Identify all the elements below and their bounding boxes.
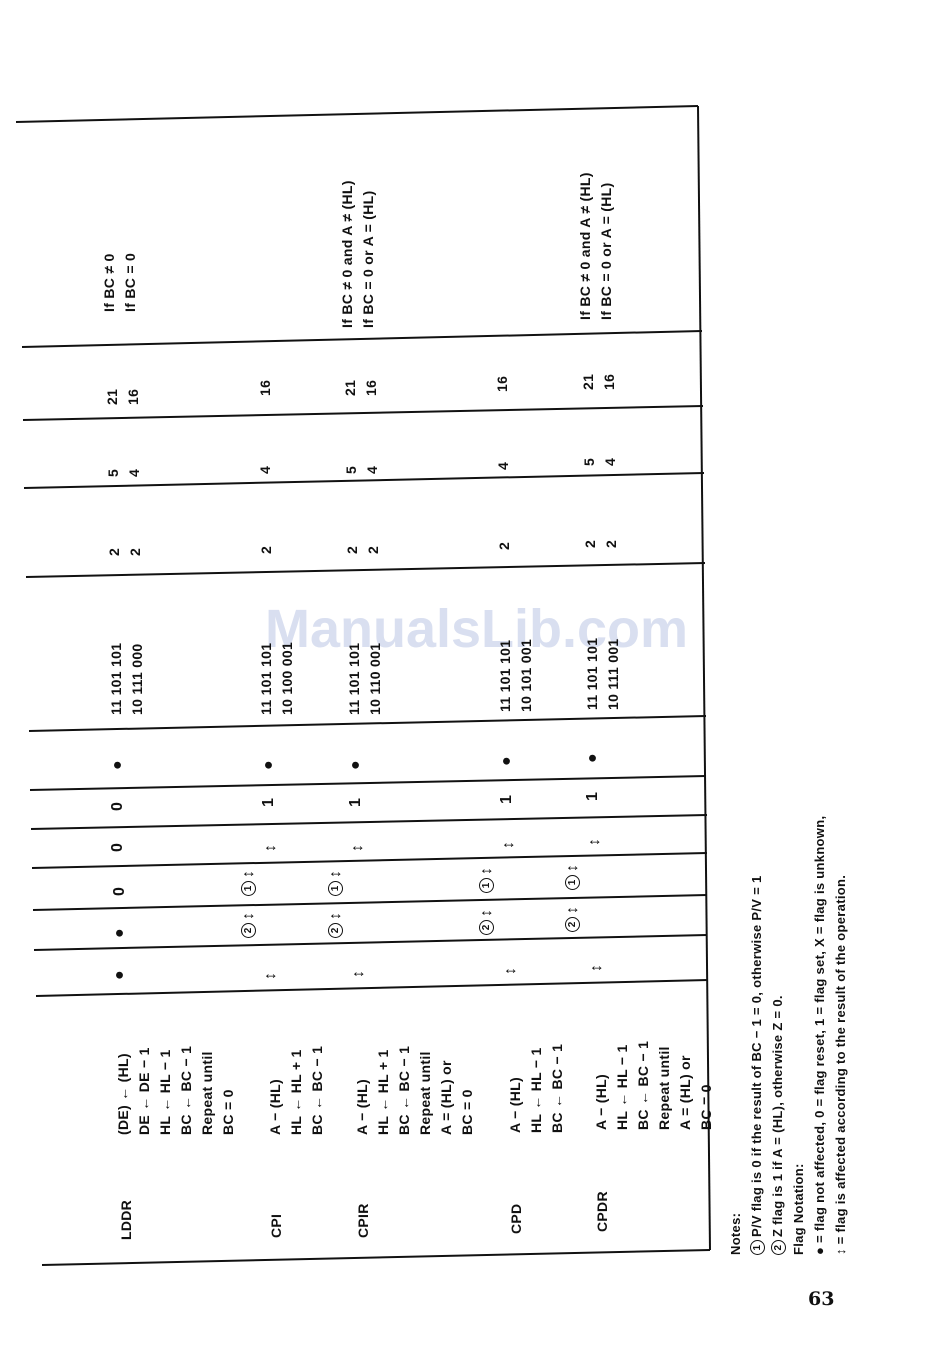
comments-cell [337,180,379,328]
mcycles-cell [493,462,514,470]
bytes-cell [580,540,622,548]
bytes-line: 2 [344,545,360,554]
bytes-cell [494,542,515,550]
operation-line: BC ← BC − 1 [309,1045,325,1135]
flag-s: ● [111,970,128,980]
table-border-bottom [42,1250,710,1265]
flag-notation-title: Flag Notation: [791,1163,806,1255]
opcode-line: 11 101 101 [497,639,513,712]
operation-line: A = (HL) or [677,1055,693,1130]
bytes-line: 2 [582,539,598,548]
note-2-text: Z flag is 1 if A = (HL), otherwise Z = 0. [770,995,785,1237]
flag-h: ↕ [586,838,603,846]
tstates-line: 16 [494,375,510,392]
flag-pv-value: ↕ [240,870,257,878]
flag-notation-line-1: ● = flag not affected, 0 = flag reset, 1 = flag set, X = flag is unknown, [812,815,827,1255]
bytes-line: 2 [496,541,512,550]
bytes-cell [104,548,146,556]
mcycles-cell [579,458,621,466]
tstates-cell [255,380,276,396]
operation-line: A = (HL) or [438,1060,454,1135]
column-divider-s [36,980,708,996]
operation-line: HL ← HL − 1 [528,1047,544,1133]
opcode-line: 10 111 001 [605,638,621,710]
opcode-line: 10 110 001 [367,642,383,715]
bytes-line: 2 [258,545,274,554]
column-divider-pv [32,853,707,868]
mcycles-line: 4 [126,468,142,477]
comments-cell [99,253,141,312]
note-2 [767,816,788,1255]
operation-line: Repeat until [199,1051,215,1135]
mcycles-line: 4 [364,465,380,474]
flag-z [327,912,345,938]
opcode-line: 11 101 101 [258,642,274,715]
flag-h: ↕ [349,844,366,852]
flag-c: ● [347,760,364,770]
flag-pv-value: ↕ [564,864,581,872]
mcycles-line: 5 [105,468,121,477]
note-marker-1: 1 [565,875,580,890]
tstates-line: 16 [257,379,273,396]
note-marker-2: 2 [328,923,343,938]
operation-line: BC = 0 [220,1089,236,1135]
flag-h: 0 [111,887,128,896]
flag-n: 0 [109,802,126,811]
tstates-cell [340,380,382,396]
operation-line: BC ← BC − 1 [635,1040,651,1130]
comment-line: If BC = 0 or A = (HL) [598,182,614,320]
mcycles-line: 4 [495,461,511,470]
column-divider-comments [22,331,702,347]
opcode-cell [344,643,386,715]
operation-line: HL ← HL + 1 [288,1049,304,1135]
operation-cell [265,1046,328,1135]
column-divider-tstates [23,406,703,420]
opcode-line: 11 101 101 [584,637,600,710]
operation-cell [113,1046,239,1135]
flag-s: ↕ [502,967,519,975]
flag-z-value: ↕ [240,912,257,920]
opcode-line: 10 100 001 [279,641,295,715]
tstates-cell [102,389,144,405]
mcycles-line: 4 [602,457,618,466]
operation-line: BC ← BC − 1 [549,1043,565,1133]
flag-c: ● [584,753,601,763]
column-divider-bytes [26,563,705,577]
operation-line: A − (HL) [267,1079,283,1135]
operation-line: BC ← BC − 1 [178,1045,194,1135]
opcode-cell [256,642,298,715]
operation-line: A − (HL) [507,1077,523,1133]
opcode-line: 11 101 101 [346,642,362,715]
opcode-line: 10 111 000 [129,643,145,715]
bytes-cell [342,546,384,554]
tstates-line: 16 [363,379,379,396]
note-marker-2: 2 [771,1240,786,1255]
opcode-line: 10 101 001 [518,638,534,712]
flag-pv-value: ↕ [478,867,495,875]
flag-c: ● [498,756,515,766]
flag-z [478,909,496,935]
bytes-line: 2 [365,545,381,554]
note-marker-1: 1 [241,881,256,896]
mnemonic-cell: CPDR [594,1191,610,1232]
note-1 [746,816,767,1255]
flag-z-value: ↕ [564,906,581,914]
flag-c: ● [109,760,126,770]
flag-n: 1 [260,798,277,807]
operation-line: BC = 0 [698,1084,714,1130]
flag-pv: 0 [109,843,126,852]
operation-line: A − (HL) [354,1079,370,1135]
flag-pv-value: ↕ [327,870,344,878]
operation-line: DE ← DE − 1 [136,1047,152,1135]
operation-line: BC = 0 [459,1089,475,1135]
mnemonic-cell: LDDR [118,1199,134,1240]
comment-line: If BC = 0 or A = (HL) [360,190,376,328]
bytes-line: 2 [603,539,619,548]
notes-title: Notes: [728,1212,743,1255]
note-marker-2: 2 [479,920,494,935]
bytes-line: 2 [127,547,143,556]
operation-line: HL ← HL + 1 [375,1049,391,1135]
operation-line: HL ← HL − 1 [157,1049,173,1135]
column-divider-z [34,935,707,950]
flag-n: 1 [584,792,601,801]
tstates-line: 21 [104,388,120,405]
opcode-cell [106,643,148,715]
flag-s: ↕ [588,964,605,972]
mcycles-line: 5 [343,465,359,474]
bytes-cell [256,546,277,554]
mcycles-cell [103,469,145,477]
note-marker-1: 1 [328,881,343,896]
comment-line: If BC = 0 [122,252,138,312]
flag-s: ↕ [262,972,279,980]
opcode-cell [495,639,537,712]
mnemonic-cell: CPIR [355,1203,371,1238]
mcycles-cell [255,466,276,474]
tstates-line: 21 [580,373,596,390]
tstates-cell [578,374,620,390]
opcode-cell [582,638,624,710]
note-marker-1: 1 [750,1240,765,1255]
flag-notation-line-2: ↕ = flag is affected according to the result of the operation. [833,874,848,1255]
operation-line: A − (HL) [593,1074,609,1130]
flag-s: ↕ [350,970,367,978]
note-marker-2: 2 [565,917,580,932]
column-divider-h [33,895,707,910]
mnemonic-cell: CPI [268,1213,284,1238]
column-divider-opcode [29,716,706,731]
mnemonic-cell: CPD [508,1203,524,1234]
comment-line: If BC ≠ 0 [101,253,117,312]
operation-line: HL ← HL − 1 [614,1044,630,1130]
flag-pv-note [240,870,258,896]
mcycles-line: 4 [257,465,273,474]
operation-line: (DE) ← (HL) [115,1053,131,1135]
note-marker-2: 2 [241,923,256,938]
opcode-line: 11 101 101 [108,642,124,715]
tstates-line: 16 [601,373,617,390]
operation-line: Repeat until [656,1046,672,1130]
watermark: ManualsLib.com [265,599,689,659]
flag-pv-note [478,867,496,893]
flag-z-value: ↕ [327,912,344,920]
column-divider-n [31,815,707,829]
operation-cell [505,1044,568,1133]
mcycles-line: 5 [581,457,597,466]
operation-cell [352,1046,478,1135]
operation-line: Repeat until [417,1051,433,1135]
flag-pv-note [564,864,582,890]
flag-z [240,912,258,938]
flag-pv-note [327,870,345,896]
bytes-line: 2 [106,547,122,556]
flag-n: 1 [498,795,515,804]
flag-n: 1 [347,798,364,807]
tstates-line: 21 [342,379,358,396]
tstates-cell [492,376,513,392]
comment-line: If BC ≠ 0 and A ≠ (HL) [577,172,593,320]
page-number: 63 [808,1288,835,1310]
notes-block [725,816,851,1255]
operation-cell [591,1041,717,1130]
column-divider-c [30,776,706,790]
mcycles-cell [341,466,383,474]
comments-cell [575,172,617,320]
tstates-line: 16 [125,388,141,405]
flag-z: ● [111,928,128,938]
flag-z [564,906,582,932]
note-1-text: P/V flag is 0 if the result of BC − 1 = 0, otherwise P/V = 1 [749,875,764,1237]
table-border-top [16,106,698,122]
flag-h: ↕ [500,841,517,849]
note-marker-1: 1 [479,878,494,893]
comment-line: If BC ≠ 0 and A ≠ (HL) [339,180,355,328]
operation-line: BC ← BC − 1 [396,1045,412,1135]
flag-c: ● [260,760,277,770]
flag-z-value: ↕ [478,909,495,917]
flag-h: ↕ [262,844,279,852]
